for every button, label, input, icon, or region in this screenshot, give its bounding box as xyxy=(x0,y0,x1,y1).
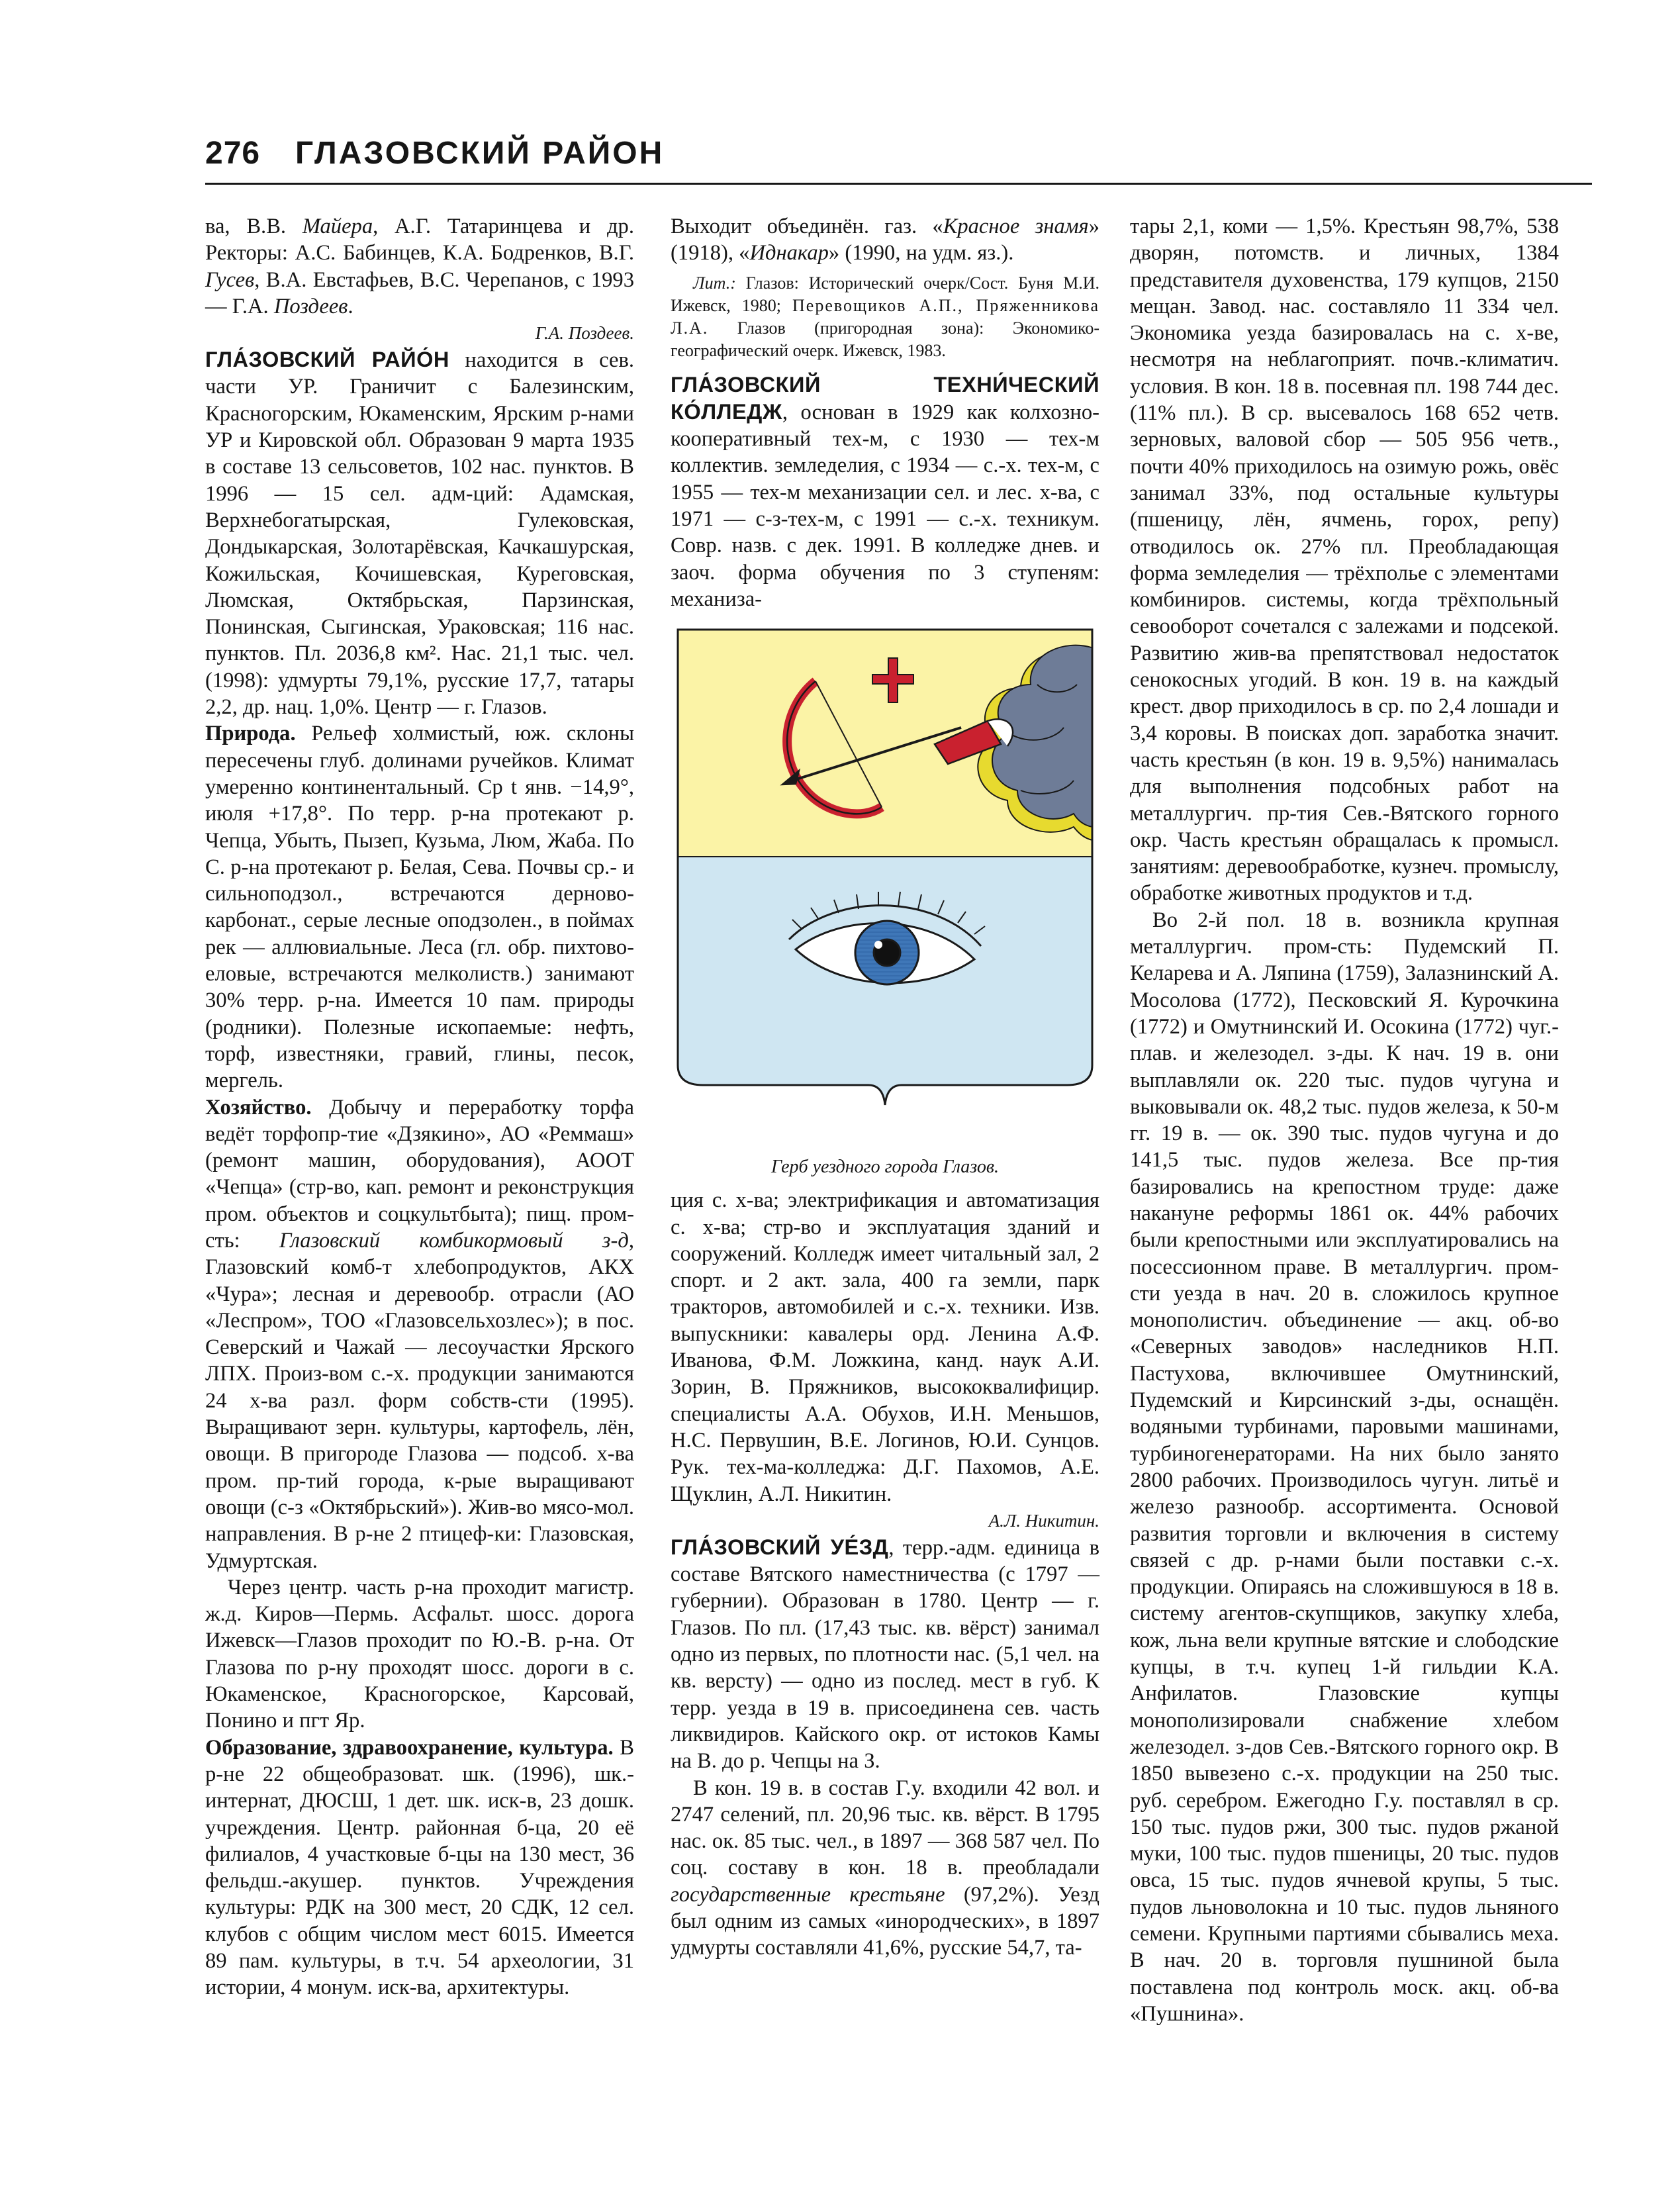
uezd-paragraph-4: Во 2-й пол. 18 в. возникла крупная металлургич. пром-сть: Пудемский П. Келарева и А. Ляпина (1759), Залазнинский А. Мосолова (1772), Песковский Я. Курочкина (1772) и Омутнинский И. Осокина (1772) чуг.-плав. и железодел. з-ды. К нач. 19 в. они выплавляли ок. 220 тыс. пудов чугуна и выковывали ок. 48,2 тыс. пудов железа, к 50-м гг. 19 в. — ок. 390 тыс. пудов чугуна и до 141,5 тыс. пудов железа. Все пр-тия базировались на крепостном труде: даже накануне реформы 1861 ок. 44% рабочих были крепостными или эксплуатировались на посессионном праве. В металлургич. пром-сти уезда в нач. 20 в. сложилось крупное монополистич. объединение — акц. об-во «Северных заводов» наследников Н.П. Пастухова, включившее Омутнинский, Пудемский и Кирсинский з-ды, оснащён. водяными турбинами, паровыми машинами, турбиногенераторами. На них было занято 2800 рабочих. Производилось чугун. литьё и железо разнообр. ассортимента. Основой развития торговли и включения в систему связей с др. р-нами были поставки с.-х. продукции. Опираясь на сложившуюся в 18 в. систему агентов-скупщиков, закупку хлеба, кож, льна вели крупные вятские и слободские купцы, в т.ч. купец 1-й гильдии К.А. Анфилатов. Глазовские купцы монополизировали снабжение хлебом железодел. з-дов Сев.-Вятского горного окр. В 1850 вывезено с.-х. продукции на 250 тыс. руб. серебром. Ежегодно Г.у. поставлял в ср. 150 тыс. пудов ржи, 300 тыс. пудов ржаной муки, 100 тыс. пудов пшеницы, 20 тыс. пудов овса, 15 тыс. пудов ячневой крупы, 5 тыс. пудов льноволокна и 10 тыс. пудов льняного семени. Крупными партиями сбывались меха. В нач. 20 в. торговля пушниной была поставлена под контроль моск. акц. об-ва «Пушнина». xyxy=(1130,908,1559,2026)
uezd-text: В кон. 19 в. в состав Г.у. входили 42 вол. и 2747 селений, пл. 20,96 тыс. кв. вёрст. В 1795 нас. ок. 85 тыс. чел., в 1897 — 368 587 чел. По соц. составу в кон. 18 в. преобладали xyxy=(671,1776,1099,1880)
education-text: В р-не 22 общеобразоват. шк. (1996), шк.-интернат, ДЮСШ, 1 дет. шк. иск-в, 23 дошк. учреждения. Центр. районная б-ца, 20 её филиалов, 4 участковые б-цы на 130 мест, 36 фельдш.-акушер. пунктов. Учреждения культуры: РДК на 300 мест, 20 СДК, 12 сел. клубов с общим числом мест 6015. Имеется 89 пам. культуры, в т.ч. 54 археологии, 31 истории, 4 монум. иск-ва, архитектуры. xyxy=(205,1735,635,2000)
glazov-coat-of-arms-illustration xyxy=(677,628,1094,1145)
uezd-italic: государственные крестьяне xyxy=(671,1882,945,1907)
text: . xyxy=(348,294,353,318)
text: » (1918), « xyxy=(671,214,1099,265)
text: Выходит объединён. газ. « xyxy=(671,214,943,238)
text: ва, В.В. xyxy=(205,214,303,238)
economy-text: , Глазовский комб-т хлебопродуктов, АКХ «Чура»; лесная и деревообр. отрасли (АО «Леспром», ТОО «Глазовсельхозлес»); в пос. Северский и Чажай — лесоучастки Ярского ЛПХ. Произ-вом с.-х. продукции занимаются 24 х-ва разл. форм собств-сти (1995). Выращивают зерн. культуры, картофель, лён, овощи. В пригороде Глазова — подсоб. х-ва пром. пр-тий города, к-рые выращивают овощи (с-з «Октябрьский»). Жив-во мясо-мол. направления. В р-не 2 птицеф-ки: Глазовская, Удмуртская. xyxy=(205,1228,634,1573)
lit-authors: Перевощиков А.П., Пряженникова Л.А. xyxy=(671,295,1099,338)
name-pozdeev: Поздеев xyxy=(273,294,348,318)
nature-text: Рельеф холмистый, юж. склоны пересечены глуб. долинами ручейков. Климат умеренно континентальный. Ср t янв. −14,9°, июля +17,8°. По терр. р-на протекают р. Чепца, Убыть, Пызеп, Кузьма, Люм, Жаба. По С. р-на протекают р. Белая, Сева. Почвы ср.- и сильноподзол., встречаются дерново-карбонат., серые лесные оподзолен., в поймах рек — аллювиальные. Леса (гл. обр. пихтово-еловые, встречаются мелколиств.) занимают 30% терр. р-на. Имеется 10 пам. природы (родники). Полезные ископаемые: нефть, торф, известняки, гравий, глины, песок, мергель. xyxy=(205,722,634,1093)
uezd-text: , терр.-адм. единица в составе Вятского наместничества (с 1797 — губернии). Образован в 1780. Центр — г. Глазов. По пл. (17,43 тыс. кв. вёрст) занимал одно из первых, по плотности нас. (5,1 чел. на кв. версту) — одно из послед. мест в губ. К терр. уезда в 19 в. присоединена сев. часть ликвидиров. Кайского окр. от истоков Камы на В. до р. Чепцы на З. xyxy=(671,1535,1100,1774)
economy-text: Добычу и переработку торфа ведёт торфопр-тие «Дзякино», АО «Реммаш» (ремонт машин, оборудования), АООТ «Чепца» (стр-во, кап. ремонт и реконструкция пром. объектов и соцкультбыта); пищ. пром-сть: xyxy=(205,1095,634,1253)
page-header xyxy=(205,135,1592,181)
headword-uezd: ГЛА́ЗОВСКИЙ УЕ́ЗД xyxy=(671,1534,889,1559)
section-economy xyxy=(205,1094,634,1574)
uezd-paragraph-3: тары 2,1, коми — 1,5%. Крестьян 98,7%, 538 дворян, потомств. и личных, 1384 представителя духовенства, 179 купцов, 2150 мещан. Завод. нас. составляло 11 334 чел. Экономика уезда базировалась на с. х-ве, несмотря на неблагоприят. почв.-климатич. условия. В кон. 18 в. посевная пл. 198 744 дес. (11% пл.). В ср. высевалось 168 652 четв. зерновых, валовой сбор — 505 956 четв., почти 40% приходилось на озимую рожь, овёс занимал 33%, под остальные культуры (пшеницу, лён, ячмень, горох, репу) отводилось ок. 27% пл. Преобладающая форма земледелия — трёхполье с элементами комбиниров. системы, когда трёхпольный севооборот сочетался с залежами и подсекой. Развитию жив-ва препятствовал недостаток сенокосных угодий. В кон. 19 в. на каждый крест. двор приходилось в ср. по 2,4 лошади и 3,4 коровы. В поисках доп. заработка значит. часть крестьян (в кон. 19 в. 9,5%) нанималась для выполнения подсобных работ на металлургич. пр-тия Сев.-Вятского горного окр. Часть крестьян обращалась к промысл. занятиям: деревообработке, кузнеч. промыслу, обработке животных продуктов и т.д. xyxy=(1130,214,1559,906)
text: » (1990, на удм. яз.). xyxy=(828,241,1014,265)
running-head: ГЛАЗОВСКИЙ РАЙОН xyxy=(295,136,665,171)
section-education xyxy=(205,1735,634,2001)
coat-of-arms-figure xyxy=(671,628,1099,1179)
lit-text: Глазов (пригородная зона): Экономико-географический очерк. Ижевск, 1983. xyxy=(671,318,1099,360)
figure-caption: Герб уездного города Глазов. xyxy=(770,1157,1000,1178)
headword-district: ГЛА́ЗОВСКИЙ РАЙО́Н xyxy=(205,347,449,372)
entry-glazov-uezd xyxy=(671,1534,1099,1775)
literature-references xyxy=(671,272,1099,362)
newspaper-name: Красное знамя xyxy=(943,214,1089,238)
headword-college: ГЛА́ЗОВСКИЙ ТЕХНИ́ЧЕСКИЙ КО́ЛЛЕДЖ xyxy=(671,371,1099,424)
newspaper-name: Иднакар xyxy=(749,241,829,265)
lit-label: Лит.: xyxy=(693,273,736,293)
name-gusev: Гусев xyxy=(205,267,255,292)
economy-italic: Глазовский комбикормовый з-д xyxy=(279,1228,629,1253)
entry-college-continued: ция с. х-ва; электрификация и автоматизация с. х-ва; стр-во и эксплуатация зданий и сооружений. Колледж имеет читальный зал, 2 спорт. и 2 акт. зала, 400 га земли, парк тракторов, автомобилей и с.-х. техники. Изв. выпускники: кавалеры орд. Ленина А.Ф. Иванова, Ф.М. Ложкина, канд. наук А.И. Зорин, В. Пряжников, высококвалифицир. специалисты А.А. Обухов, И.Н. Меньшов, Н.С. Первушин, В.Е. Логинов, Ю.И. Сунцов. Рук. тех-ма-колледжа: Д.Г. Пахомов, А.Е. Щуклин, А.Л. Никитин. xyxy=(671,1188,1099,1506)
shield-lower-field xyxy=(677,857,1094,1121)
author-signature: Г.А. Поздеев. xyxy=(535,323,634,344)
uezd-text: (97,2%). Уезд был одним из самых «инородческих», в 1897 удмурты составляли 41,6%, русские 54,7, та- xyxy=(671,1882,1099,1960)
column-1 xyxy=(205,213,634,2133)
name-mayer: Майера xyxy=(302,214,373,238)
column-2 xyxy=(671,213,1099,2133)
header-rule xyxy=(205,183,1592,185)
district-intro: находится в сев. части УР. Граничит с Балезинским, Красногорским, Юкаменским, Ярским р-нами УР и Кировской обл. Образован 9 марта 1935 в составе 13 сельсоветов, 102 нас. пунктов. В 1996 — 15 сел. адм-ций: Адамская, Верхнебогатырская, Гулековская, Дондыкарская, Золотарёвская, Качкашурская, Кожильская, Кочишевская, Куреговская, Люмская, Октябрьская, Парзинская, Понинская, Сыгинская, Ураковская; 116 нас. пунктов. Пл. 2036,8 км². Нас. 21,1 тыс. чел. (1998): удмурты 79,1%, русские 17,7, татары 2,2, др. нац. 1,0%. Центр — г. Глазов. xyxy=(205,348,634,720)
subhead-nature: Природа. xyxy=(205,722,296,746)
text: , А.Г. Татаринцева и др. Ректоры: А.С. Бабинцев, К.А. Бодренков, В.Г. xyxy=(205,214,634,265)
entry-glazov-district xyxy=(205,346,634,720)
text: , В.А. Евстафьев, В.С. Черепанов, с 1993 — Г.А. xyxy=(205,267,634,318)
entry-technical-college xyxy=(671,371,1099,613)
college-text: , основан в 1929 как колхозно-кооперативный тех-м, с 1930 — тех-м коллектив. земледелия, с 1934 — с.-х. тех-м, с 1955 — тех-м механизации сел. и лес. х-ва, с 1971 — с-з-тех-м, с 1991 — с.-х. техникум. Совр. назв. с дек. 1991. В колледже днев. и заоч. форма обучения по 3 ступеням: механиза- xyxy=(671,400,1099,611)
section-transport: Через центр. часть р-на проходит магистр. ж.д. Киров—Пермь. Асфальт. шосс. дорога Ижевск—Глазов проходит по Ю.-В. р-на. От Глазова по р-ну проходят шосс. дороги в с. Юкаменское, Красногорское, Карсовай, Понино и пгт Яр. xyxy=(205,1575,634,1733)
column-3 xyxy=(1130,213,1559,2133)
paragraph-rectors xyxy=(205,213,634,320)
paragraph-newspapers xyxy=(671,213,1099,267)
author-signature: А.Л. Никитин. xyxy=(988,1510,1099,1531)
uezd-paragraph-2 xyxy=(671,1775,1099,1962)
subhead-education: Образование, здравоохранение, культура. xyxy=(205,1735,614,1760)
section-nature xyxy=(205,720,634,1094)
page-number: 276 xyxy=(205,136,261,171)
lit-text: Глазов: Исторический очерк/Сост. Буня М.И. Ижевск, 1980; xyxy=(671,273,1099,315)
subhead-economy: Хозяйство. xyxy=(205,1095,312,1119)
